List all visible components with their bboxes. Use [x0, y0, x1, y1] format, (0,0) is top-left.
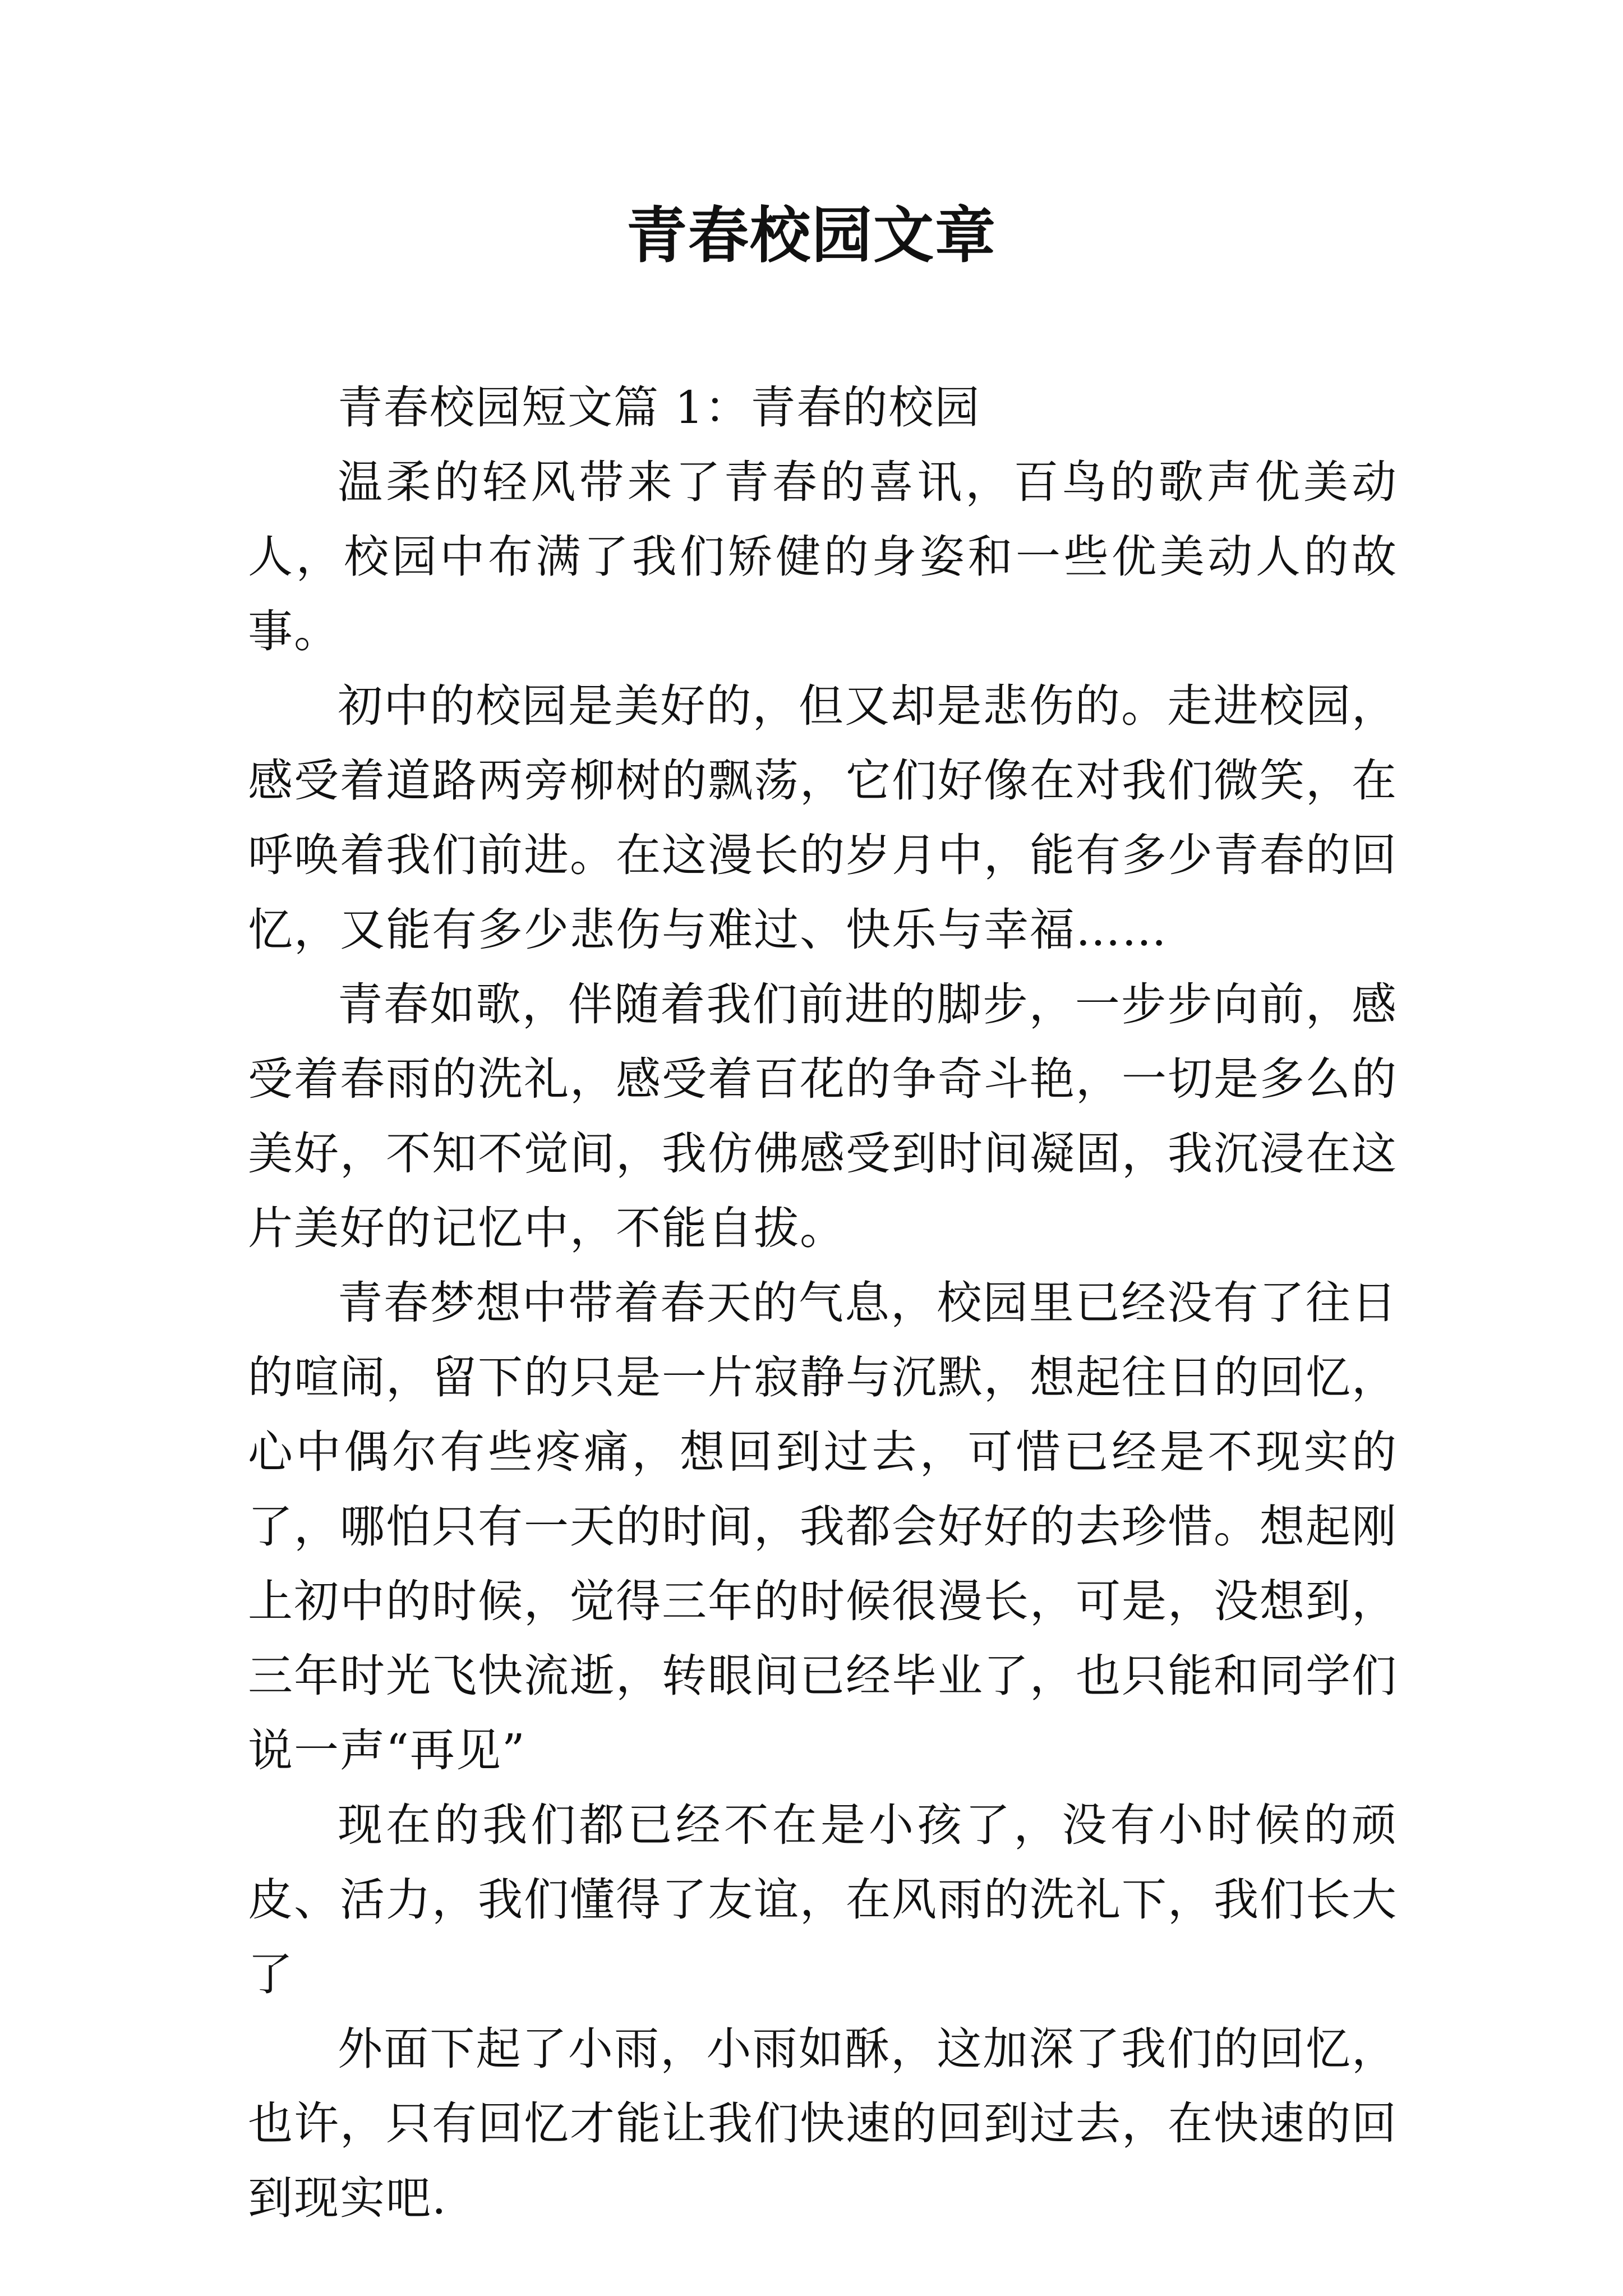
paragraph: 初中的校园是美好的，但又却是悲伤的。走进校园，感受着道路两旁柳树的飘荡，它们好像在对我们微笑，在呼唤着我们前进。在这漫长的岁月中，能有多少青春的回忆，又能有多少悲伤与难过、快乐与幸福……: [248, 680, 1398, 956]
document-title: 青春校园文章: [626, 200, 997, 271]
paragraph: 温柔的轻风带来了青春的喜讯，百鸟的歌声优美动人，校园中布满了我们矫健的身姿和一些优美动人的故事。: [248, 456, 1398, 657]
paragraph: 青春如歌，伴随着我们前进的脚步，一步步向前，感受着春雨的洗礼，感受着百花的争奇斗艳，一切是多么的美好，不知不觉间，我仿佛感受到时间凝固，我沉浸在这片美好的记忆中，不能自拔。: [248, 978, 1398, 1254]
paragraph: 现在的我们都已经不在是小孩了，没有小时候的顽皮、活力，我们懂得了友谊，在风雨的洗礼下，我们长大了: [248, 1799, 1398, 2000]
document-body: [248, 370, 1398, 2235]
section-heading: 青春校园短文篇 1：青春的校园: [338, 381, 981, 434]
paragraph: 外面下起了小雨，小雨如酥，这加深了我们的回忆，也许，只有回忆才能让我们快速的回到过去，在快速的回到现实吧.: [248, 2023, 1398, 2224]
paragraph: 青春梦想中带着春天的气息，校园里已经没有了往日的喧闹，留下的只是一片寂静与沉默，想起往日的回忆，心中偶尔有些疼痛，想回到过去，可惜已经是不现实的了，哪怕只有一天的时间，我都会好好的去珍惜。想起刚上初中的时候，觉得三年的时候很漫长，可是，没想到，三年时光飞快流逝，转眼间已经毕业了，也只能和同学们说一声“再见”: [248, 1277, 1398, 1777]
